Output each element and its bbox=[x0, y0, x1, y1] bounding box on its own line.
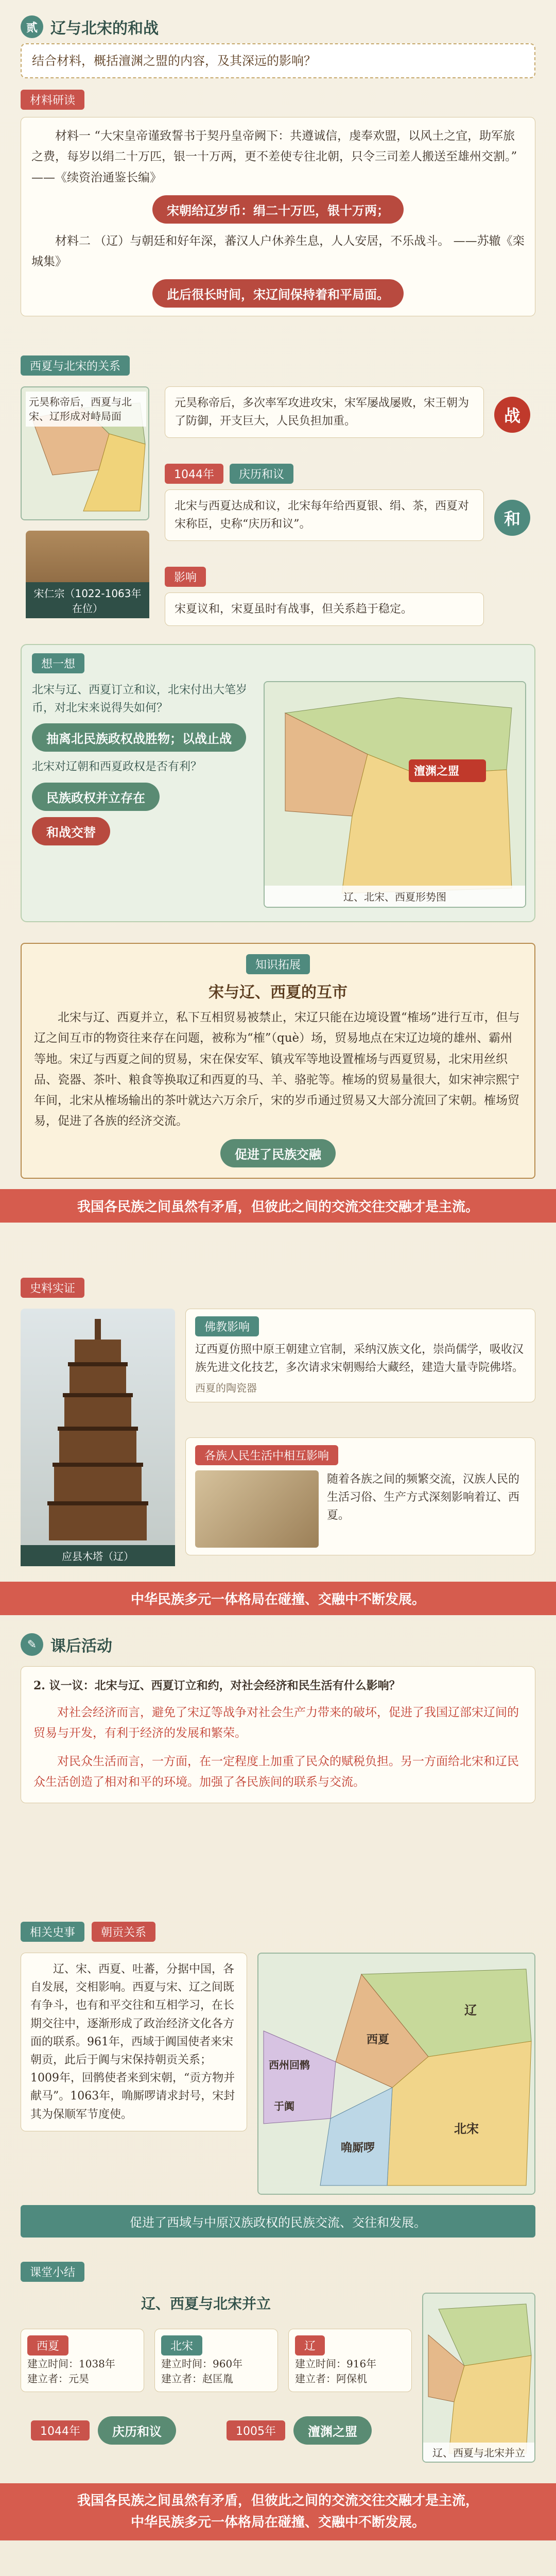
map-label-khotan: 于阗 bbox=[274, 2100, 294, 2112]
think-q2: 北宋对辽朝和西夏政权是否有利？ bbox=[32, 760, 202, 774]
summary-treaty-2 bbox=[227, 2416, 372, 2445]
knowledge-scroll bbox=[21, 943, 535, 1179]
kiln-card bbox=[185, 1309, 535, 1402]
section-number: 贰 bbox=[21, 15, 43, 38]
think-a2: 民族政权并立存在 bbox=[32, 783, 160, 811]
summary-song-founded: 建立时间：960年 bbox=[161, 2358, 243, 2370]
activity-answer-1: 对社会经济而言，避免了宋辽等战争对社会生产力带来的破坏，促进了我国辽部宋辽间的贸易与开发，有利于经济的发展和繁荣。 bbox=[33, 1706, 519, 1740]
section-xia-song bbox=[0, 355, 556, 933]
war-text: 元昊称帝后，多次率军攻进攻宋，宋军屡战屡败，宋王朝为了防御，开支巨大，人民负担加重。 bbox=[175, 397, 470, 428]
think-questions bbox=[32, 681, 248, 845]
history-tag-2: 朝贡关系 bbox=[92, 1922, 155, 1942]
summary-y1: 1044年 bbox=[31, 2420, 90, 2441]
knowledge-text: 北宋与辽、西夏并立，私下互相贸易被禁止，宋辽只能在边境设置“榷场”进行互市，但与辽之间互市的物资往来存在问题，被称为“榷”（què）场，贸易地点在宋辽边境的雄州、霸州等地。宋辽与西夏之间的贸易，宋在保安军、镇戎军等地设置榷场与西夏贸易，北宋用丝织品、瓷器、茶叶、粮食等换取辽和西夏的马、羊、骆驼等。榷场的贸易量很大，如宋神宗熙宁年间，北宋从榷场输出的茶叶就达六万余斤，宋的岁币通过贸易又大部分流回了宋朝。榷场贸易，促进了各族的经济交流。 bbox=[34, 1011, 520, 1128]
map-three-caption: 辽、北宋、西夏形势图 bbox=[265, 886, 525, 907]
kiln-text: 辽西夏仿照中原王朝建立官制，采纳汉族文化，崇尚儒学，吸收汉族先进文化技艺，多次请求宋朝赐给大藏经，建造大量寺院佛塔。 bbox=[195, 1343, 524, 1375]
peace-label: 和 bbox=[494, 500, 530, 536]
emperor-caption: 宋仁宗（1022-1063年在位） bbox=[26, 582, 149, 618]
war-label: 战 bbox=[494, 397, 530, 433]
section-header bbox=[0, 10, 556, 43]
summary-y2-label: 澶渊之盟 bbox=[293, 2416, 372, 2445]
people-tag: 各族人民生活中相互影响 bbox=[195, 1445, 338, 1465]
material-block bbox=[21, 90, 535, 316]
summary-liao-founder: 建立者：阿保机 bbox=[295, 2372, 367, 2385]
summary-liao-card bbox=[288, 2329, 412, 2392]
think-panel bbox=[21, 644, 535, 922]
section-culture bbox=[0, 1278, 556, 1618]
think-q1: 北宋与辽、西夏订立和议，北宋付出大笔岁币，对北宋来说得失如何？ bbox=[32, 684, 248, 715]
think-tag: 想一想 bbox=[32, 653, 84, 673]
summary-song-founder: 建立者：赵匡胤 bbox=[161, 2372, 233, 2385]
summary-map-caption: 辽、西夏与北宋并立 bbox=[423, 2443, 534, 2462]
relation-tag: 西夏与北宋的关系 bbox=[21, 355, 130, 376]
summary-liao-founded: 建立时间：916年 bbox=[295, 2358, 377, 2370]
knowledge-banner bbox=[0, 1189, 556, 1223]
material-two: 材料二 （辽）与朝廷和好年深，蕃汉人户休养生息，人人安居，不乐战斗。 ——苏辙《栾城集》 bbox=[31, 234, 525, 268]
summary-treaty-1 bbox=[31, 2416, 176, 2445]
summary-xia-founded: 建立时间：1038年 bbox=[27, 2358, 115, 2370]
history-map-icon bbox=[258, 1954, 535, 2195]
knowledge-effect: 促进了民族交融 bbox=[220, 1139, 336, 1167]
think-a3: 和战交替 bbox=[32, 817, 110, 845]
activity-title: 课后活动 bbox=[50, 1637, 112, 1655]
summary-banner-2: 中华民族多元一体格局在碰撞、交融中不断发展。 bbox=[130, 2514, 425, 2530]
summary-liao-title: 辽 bbox=[295, 2335, 325, 2355]
people-picture bbox=[195, 1470, 319, 1548]
people-card bbox=[185, 1437, 535, 1555]
culture-tag: 史料实证 bbox=[21, 1278, 84, 1298]
knowledge-title: 宋与辽、西夏的互市 bbox=[208, 984, 348, 1002]
history-effect: 促进了西域与中原汉族政权的民族交流、交往和发展。 bbox=[21, 2205, 535, 2238]
map-label-liao: 辽 bbox=[464, 2003, 477, 2018]
effect-header bbox=[165, 567, 206, 587]
treaty-year: 1044年 bbox=[165, 464, 223, 484]
summary-banner-1: 我国各民族之间虽然有矛盾，但彼此之间的交流交往交融才是主流， bbox=[77, 2493, 479, 2509]
pagoda-caption: 应县木塔（辽） bbox=[21, 1545, 175, 1566]
map-label-uighur: 西州回鹘 bbox=[269, 2059, 310, 2071]
culture-banner bbox=[0, 1582, 556, 1615]
summary-y1-label: 庆历和议 bbox=[98, 2416, 176, 2445]
material-card bbox=[21, 117, 535, 316]
material-one-key: 宋朝给辽岁币：绢二十万匹，银十万两； bbox=[152, 195, 404, 224]
three-states-map-icon bbox=[265, 682, 526, 908]
kiln-tag: 佛教影响 bbox=[195, 1316, 259, 1336]
summary-xia-title: 西夏 bbox=[27, 2335, 68, 2355]
material-tag: 材料研读 bbox=[21, 90, 84, 110]
history-tag: 相关史事 bbox=[21, 1922, 84, 1942]
summary-y2: 1005年 bbox=[227, 2420, 285, 2441]
treaty-title: 庆历和议 bbox=[230, 464, 293, 484]
section-liao-song bbox=[0, 10, 556, 340]
treaty-card bbox=[165, 489, 484, 541]
emperor-portrait bbox=[26, 531, 149, 618]
summary-xia-founder: 建立者：元昊 bbox=[27, 2372, 89, 2385]
map-label-xia: 西夏 bbox=[367, 2033, 390, 2046]
summary-xia-card bbox=[21, 2329, 144, 2392]
map-caption: 元昊称帝后，西夏与北宋、辽形成对峙局面 bbox=[26, 392, 146, 427]
activity-card bbox=[21, 1666, 535, 1803]
summary-map-icon bbox=[423, 2294, 535, 2463]
activity-header bbox=[0, 1628, 556, 1661]
summary-song-card bbox=[154, 2329, 278, 2392]
section-summary bbox=[0, 2262, 556, 2571]
knowledge-tag: 知识拓展 bbox=[246, 954, 310, 974]
section-activity bbox=[0, 1628, 556, 1917]
war-card bbox=[165, 386, 484, 438]
material-two-key: 此后很长时间，宋辽间保持着和平局面。 bbox=[152, 279, 404, 308]
effect-card bbox=[165, 592, 484, 626]
history-map bbox=[257, 1953, 535, 2195]
treaty-header bbox=[165, 464, 293, 484]
summary-tag: 课堂小结 bbox=[21, 2262, 84, 2282]
material-one: 材料一 “大宋皇帝谨致誓书于契丹皇帝阙下：共遵诚信，虔奉欢盟，以风土之宜，助军旅之费，每岁以绢二十万匹，银一十万两，更不差使专往北朝，只令三司差人搬送至雄州交割。” ——《续资治通鉴长编》 bbox=[31, 129, 517, 184]
treaty-text: 北宋与西夏达成和议，北宋每年给西夏银、绢、茶，西夏对宋称臣，史称“庆历和议”。 bbox=[175, 500, 470, 531]
map-label-gusiluo: 唃厮啰 bbox=[341, 2142, 375, 2155]
culture-banner-text: 中华民族多元一体格局在碰撞、交融中不断发展。 bbox=[130, 1592, 425, 1607]
pagoda-picture bbox=[21, 1309, 175, 1566]
kiln-caption: 西夏的陶瓷器 bbox=[195, 1382, 257, 1395]
activity-icon: ✎ bbox=[21, 1633, 43, 1656]
history-card bbox=[21, 1953, 247, 2131]
knowledge-banner-text: 我国各民族之间虽然有矛盾，但彼此之间的交流交往交融才是主流。 bbox=[77, 1199, 479, 1215]
pagoda-icon bbox=[21, 1309, 175, 1546]
effect-text: 宋夏议和，宋夏虽时有战事，但关系趋于稳定。 bbox=[175, 603, 413, 616]
map-treaty-label: 澶渊之盟 bbox=[414, 765, 460, 778]
people-text: 随着各族之间的频繁交流，汉族人民的生活习俗、生产方式深刻影响着辽、西夏。 bbox=[327, 1473, 520, 1522]
think-a1: 抽离北民族政权战胜物；以战止战 bbox=[32, 723, 246, 752]
map-three-states bbox=[264, 681, 526, 908]
summary-song-title: 北宋 bbox=[161, 2335, 202, 2355]
activity-answer-2: 对民众生活而言，一方面，在一定程度上加重了民众的赋税负担。另一方面给北宋和辽民众生活创造了相对和平的环境。加强了各民族间的联系与交流。 bbox=[33, 1754, 519, 1789]
section-title: 辽与北宋的和战 bbox=[50, 20, 159, 38]
map-label-song: 北宋 bbox=[454, 2122, 479, 2136]
summary-center: 辽、西夏与北宋并立 bbox=[141, 2295, 271, 2312]
section-knowledge bbox=[0, 943, 556, 1273]
map-xia-song bbox=[21, 386, 149, 520]
history-text: 辽、宋、西夏、吐蕃，分据中国，各自发展，交相影响。西夏与宋、辽之间既有争斗，也有和平交往和互相学习，在长期交往中，逐渐形成了政治经济文化各方面的联系。961年，西域于阗国使者来宋朝贡，此后于阗与宋保持朝贡关系；1009年，回鹘使者来到宋朝，“贡方物并献马”。1063年，唃厮啰请求封号，宋封其为保顺军节度使。 bbox=[30, 1963, 235, 2121]
summary-map bbox=[422, 2293, 535, 2463]
guiding-question: 结合材料，概括澶渊之盟的内容，及其深远的影响？ bbox=[21, 43, 535, 78]
summary-banner bbox=[0, 2483, 556, 2540]
activity-question: 2. 议一议：北宋与辽、西夏订立和约，对社会经济和民生活有什么影响？ bbox=[33, 1679, 401, 1692]
section-history bbox=[0, 1922, 556, 2251]
effect-title: 影响 bbox=[165, 567, 206, 587]
